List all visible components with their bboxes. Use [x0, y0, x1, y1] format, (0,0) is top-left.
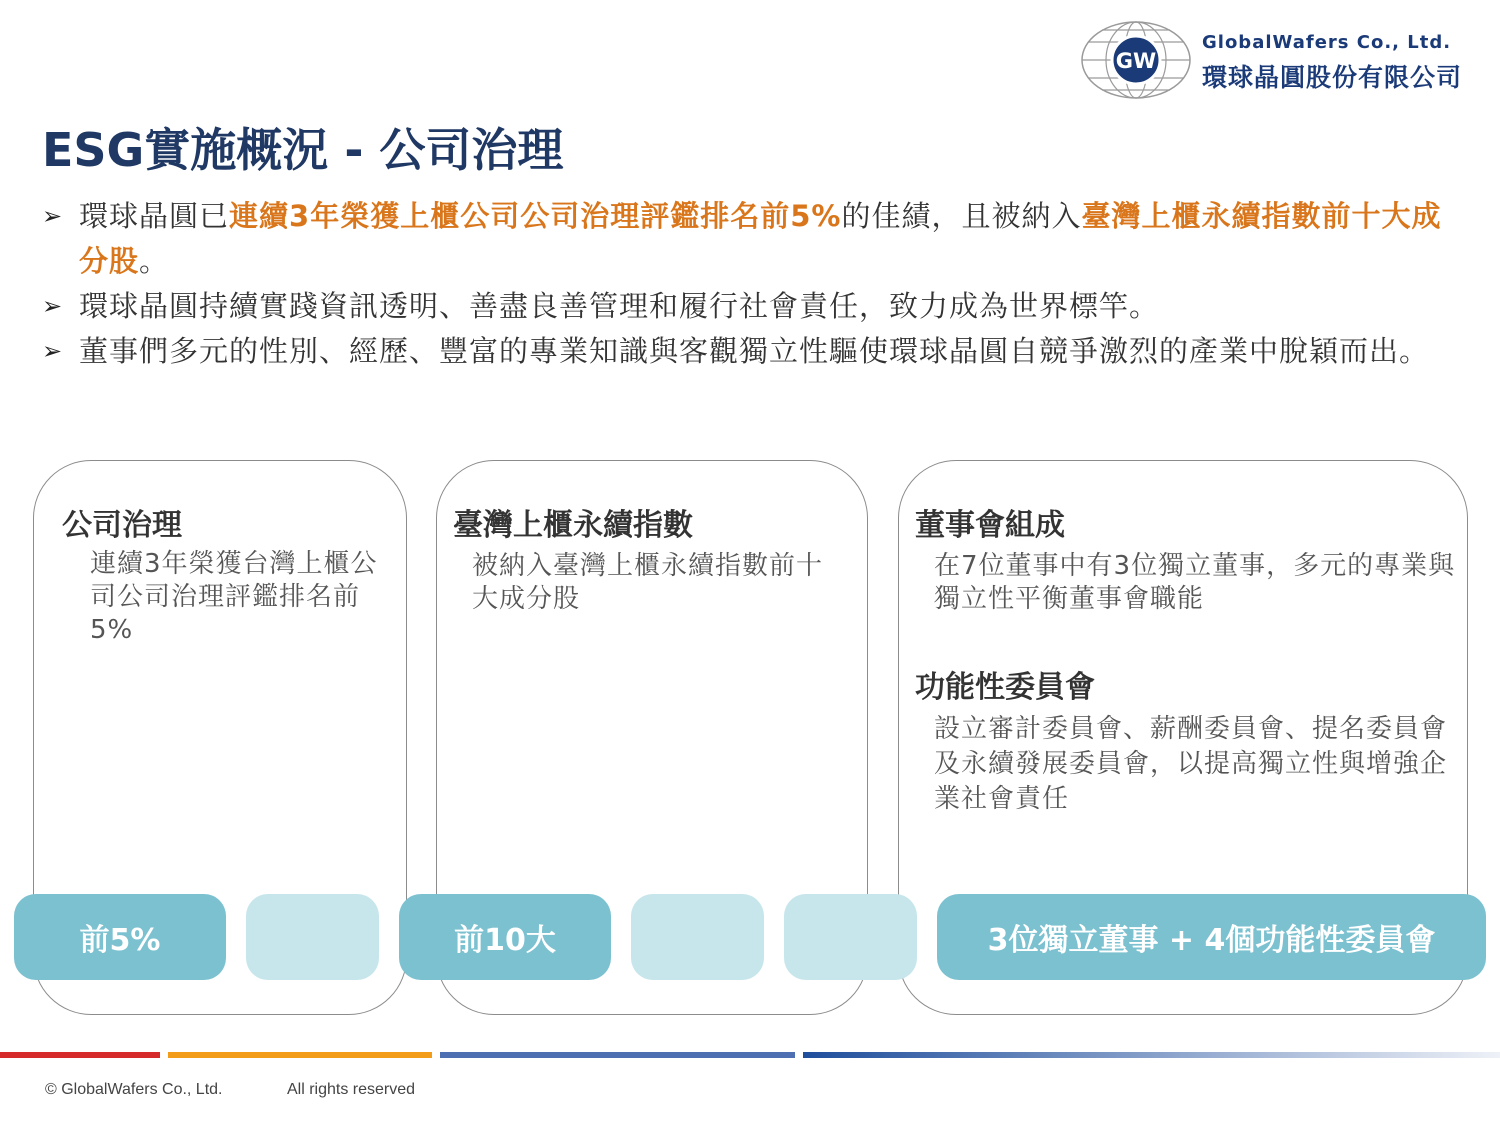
- sustainability-index-card-title: 臺灣上櫃永續指數: [453, 508, 693, 543]
- highlight-text: 連續3年榮獲上櫃公司公司治理評鑑排名前5%: [229, 199, 842, 233]
- bullet-item: [42, 284, 1467, 329]
- footer-copyright: © GlobalWafers Co., Ltd.: [45, 1081, 223, 1098]
- company-name-en: GlobalWafers Co., Ltd.: [1202, 32, 1452, 53]
- badge-top-5-percent: 前5%: [14, 894, 226, 980]
- decorative-pill: [784, 894, 917, 980]
- footer-rights: All rights reserved: [287, 1081, 416, 1098]
- bullet-text: 。: [139, 244, 170, 278]
- bullet-text: 的佳績，且被納入: [841, 199, 1082, 233]
- bullet-item: [42, 194, 1467, 284]
- arrow-bullet-icon: ➢: [42, 292, 64, 320]
- bullet-text: 環球晶圓持續實踐資訊透明、善盡良善管理和履行社會責任，致力成為世界標竿。: [79, 289, 1160, 323]
- decorative-pill: [246, 894, 379, 980]
- governance-card-title: 公司治理: [62, 508, 182, 543]
- arrow-bullet-icon: ➢: [42, 202, 64, 230]
- globe-logo-icon: [1080, 20, 1192, 100]
- footer-bar-blue: [440, 1052, 795, 1058]
- bullet-item: [42, 329, 1467, 374]
- decorative-pill: [631, 894, 764, 980]
- badge-board-committees: 3位獨立董事 + 4個功能性委員會: [937, 894, 1486, 980]
- company-logo: [1080, 20, 1470, 100]
- logo-mark-text: GW: [1115, 49, 1157, 73]
- footer-bar-gradient: [803, 1052, 1500, 1058]
- committee-text: 設立審計委員會、薪酬委員會、提名委員會及永續發展委員會，以提高獨立性與增強企業社會責任: [934, 714, 1448, 814]
- arrow-bullet-icon: ➢: [42, 337, 64, 365]
- page-title: ESG實施概況 - 公司治理: [42, 123, 564, 177]
- company-name-zh: 環球晶圓股份有限公司: [1202, 63, 1463, 92]
- sustainability-index-card-text: 被納入臺灣上櫃永續指數前十大成分股: [472, 551, 824, 614]
- bullet-text: 環球晶圓已: [79, 199, 230, 233]
- board-card-text: 在7位董事中有3位獨立董事，多元的專業與獨立性平衡董事會職能: [934, 551, 1456, 614]
- highlight-text: 臺灣上櫃永續指數前十大成分股: [79, 199, 1442, 278]
- board-card-title: 董事會組成: [915, 508, 1065, 543]
- bullet-text: 董事們多元的性別、經歷、豐富的專業知識與客觀獨立性驅使環球晶圓自競爭激烈的產業中脫穎而出。: [79, 334, 1430, 368]
- badge-top-10: 前10大: [399, 894, 611, 980]
- footer-bar-orange: [168, 1052, 432, 1058]
- committee-title: 功能性委員會: [915, 670, 1095, 705]
- bullet-list: [42, 194, 1467, 374]
- footer-bar-red: [0, 1052, 160, 1058]
- governance-card-text: 連續3年榮獲台灣上櫃公司公司治理評鑑排名前5%: [90, 549, 378, 645]
